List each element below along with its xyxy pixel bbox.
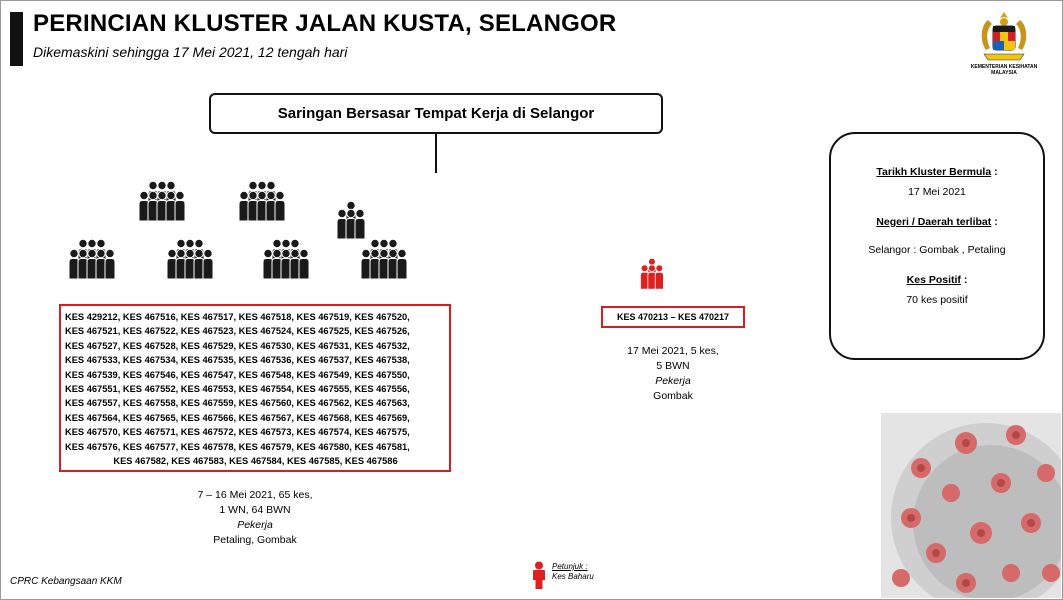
title-accent-bar	[10, 12, 23, 66]
new-caption-district: Gombak	[653, 390, 693, 402]
people-group-icon	[358, 239, 410, 285]
connector-line	[435, 133, 437, 173]
case-list-line: KES 467557, KES 467558, KES 467559, KES 467560, KES 467562, KES 467563,	[65, 398, 410, 409]
people-group-icon	[136, 181, 188, 227]
cluster-info-panel	[829, 132, 1045, 360]
new-cases-group-icon	[638, 258, 666, 295]
start-date-label: Tarikh Kluster Bermula	[876, 166, 992, 178]
case-list-line: KES 467576, KES 467577, KES 467578, KES 467579, KES 467580, KES 467581,	[65, 441, 410, 452]
region-colon: :	[994, 216, 998, 228]
case-list-line: KES 467527, KES 467528, KES 467529, KES 467530, KES 467531, KES 467532,	[65, 340, 410, 351]
people-group-icon	[236, 181, 288, 227]
legend-title: Petunjuk :	[552, 562, 588, 571]
coat-of-arms-icon	[974, 8, 1034, 64]
cluster-caption-nationality: 1 WN, 64 BWN	[219, 504, 291, 516]
cluster-caption-category: Pekerja	[237, 519, 273, 531]
new-caption-nationality: 5 BWN	[656, 360, 690, 372]
case-list-box	[59, 304, 451, 472]
positive-cases-value: 70 kes positif	[906, 294, 968, 306]
ministry-logo	[958, 8, 1050, 80]
positive-cases-label: Kes Positif	[906, 274, 961, 286]
logo-text-line2: MALAYSIA	[991, 70, 1017, 76]
footer-source: CPRC Kebangsaan KKM	[10, 576, 122, 587]
start-date-value: 17 Mei 2021	[908, 186, 966, 198]
start-date-colon: :	[994, 166, 998, 178]
legend-new-case-label: Kes Baharu	[552, 572, 594, 581]
new-cases-caption	[600, 344, 746, 404]
case-list-line: KES 467551, KES 467552, KES 467553, KES 467554, KES 467555, KES 467556,	[65, 384, 410, 395]
cluster-caption-date: 7 – 16 Mei 2021, 65 kes,	[197, 489, 313, 501]
people-group-icon	[164, 239, 216, 285]
new-caption-category: Pekerja	[655, 375, 691, 387]
case-list-line: KES 429212, KES 467516, KES 467517, KES 467518, KES 467519, KES 467520,	[65, 312, 410, 322]
cluster-caption	[160, 488, 350, 548]
case-list-line: KES 467521, KES 467522, KES 467523, KES 467524, KES 467525, KES 467526,	[65, 326, 410, 337]
case-list-line: KES 467570, KES 467571, KES 467572, KES 467573, KES 467574, KES 467575,	[65, 427, 410, 438]
logo-text-line1: KEMENTERIAN KESIHATAN	[970, 64, 1038, 70]
case-list-line: KES 467564, KES 467565, KES 467566, KES 467567, KES 467568, KES 467569,	[65, 412, 410, 423]
positive-cases-colon: :	[963, 274, 968, 286]
new-case-range-box: KES 470213 – KES 470217	[601, 306, 745, 328]
case-list-line: KES 467533, KES 467534, KES 467535, KES 467536, KES 467537, KES 467538,	[65, 355, 410, 366]
cluster-caption-district: Petaling, Gombak	[213, 534, 297, 546]
coronavirus-image	[881, 413, 1061, 598]
page-subtitle: Dikemaskini sehingga 17 Mei 2021, 12 tengah hari	[33, 44, 348, 60]
region-value: Selangor : Gombak , Petaling	[868, 244, 1006, 256]
case-list-line: KES 467582, KES 467583, KES 467584, KES 467585, KES 467586	[113, 456, 398, 467]
people-group-icon	[66, 239, 118, 285]
case-list-line: KES 467539, KES 467546, KES 467547, KES 467548, KES 467549, KES 467550,	[65, 369, 410, 380]
screening-box: Saringan Bersasar Tempat Kerja di Selangor	[209, 93, 663, 134]
legend	[552, 562, 594, 582]
person-icon	[531, 561, 547, 589]
region-label: Negeri / Daerah terlibat	[876, 216, 992, 228]
new-caption-date: 17 Mei 2021, 5 kes,	[627, 345, 719, 357]
people-group-icon	[260, 239, 312, 285]
page-title: PERINCIAN KLUSTER JALAN KUSTA, SELANGOR	[33, 10, 617, 37]
